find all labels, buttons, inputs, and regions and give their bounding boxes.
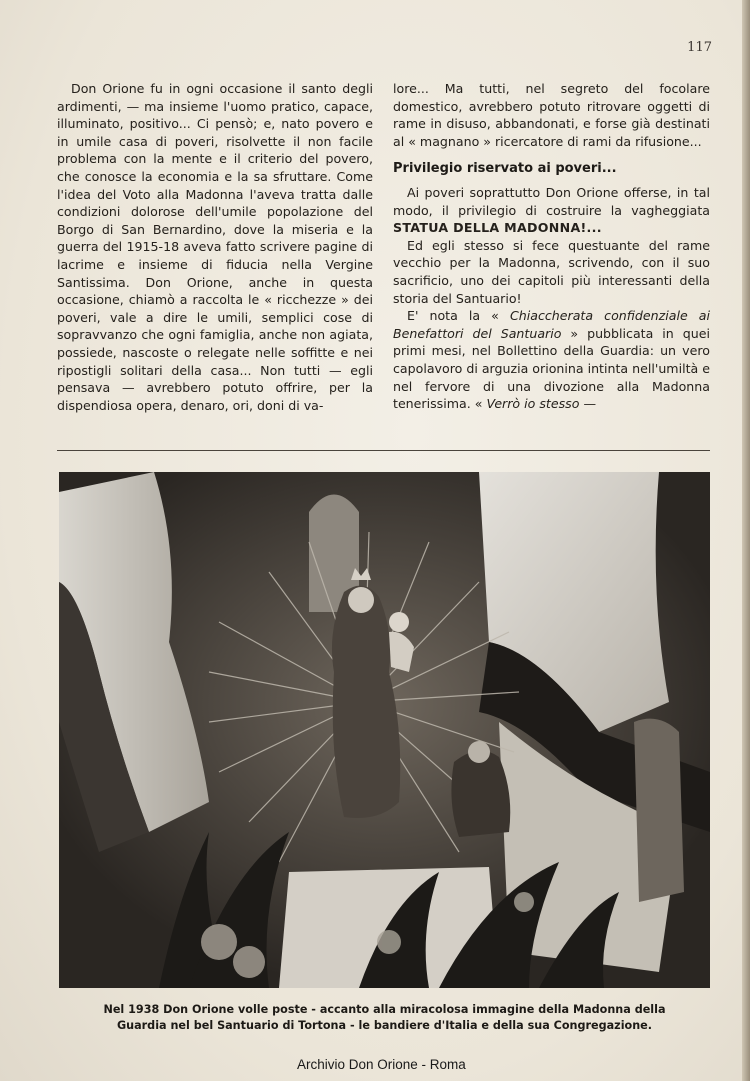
para3-text-after: » pubblicata in quei primi mesi, nel Bollettino della Guardia: un vero capolavoro di arguzia orionina intinta nell'umiltà e nel fervore di una divozione alla Madonna tenerissima. « (393, 325, 710, 412)
book-spine-edge (742, 0, 750, 1081)
photo-drawing (59, 472, 710, 988)
section-heading: Privilegio riservato ai poveri... (393, 161, 617, 177)
right-paragraph-2: Ed egli stesso si fece questuante del rame vecchio per la Madonna, scrivendo, con il suo sacrificio, uno dei capitoli più interessanti della storia del Santuario! (393, 237, 710, 306)
wall-fresco (634, 719, 684, 902)
para3-text-start: E' nota la « (407, 308, 499, 324)
archive-credit: Archivio Don Orione - Roma (297, 1057, 466, 1072)
photo-caption (59, 1002, 710, 1034)
horizontal-rule (57, 450, 710, 451)
left-paragraph: Don Orione fu in ogni occasione il santo degli ardimenti, — ma insieme l'uomo pratico, capace, illuminato, positivo... Ci pensò; e, nato povero e in umile casa di poveri, risolvette il non facile problema con la mente e il criterio del povero, che conosce la economia e la sa sfruttare. Come l'idea del Voto alla Madonna l'aveva tratta dalle condizioni dolorose dell'umile popolazione del Borgo di San Bernardino, dove la miseria e la guerra del 1915-18 aveva fatto scrivere pagine di lacrime e insieme di fiducia nella Vergine Santissima. Don Orione, anche in questa occasione, chiamò a raccolta le « ricchezze » dei poveri, vale a dire le umili, semplici cose di sopravvanzo che ogni famiglia, anche non agiata, possiede, nascoste o relegate nelle soffitte e nei ripostigli solitari della casa... Non tutti — egli pensava — avrebbero potuto offrire, per la dispendiosa opera, denaro, ori, doni di va- (57, 81, 373, 413)
photo-madonna-statue (59, 472, 710, 988)
right-continuation: lore... Ma tutti, nel segreto del focolare domestico, avrebbero potuto ritrovare oggetti di rame in disuso, abbandonati, e forse già destinati al « magnano » ricercatore di rami da rifusione... (393, 81, 710, 149)
para1-text: Ai poveri soprattutto Don Orione offerse, in tal modo, il privilegio di costruire la vagheggiata (393, 184, 710, 218)
statue-caps-text: STATUA DELLA MADONNA!... (393, 220, 602, 236)
left-column (57, 80, 373, 414)
page-number: 117 (687, 40, 712, 55)
kneeling-figure-head (468, 741, 490, 763)
child-face (389, 612, 409, 632)
para3-italic-title: Chiaccherata confidenziale ai Benefattori del Santuario (393, 308, 710, 341)
right-paragraph-3 (393, 307, 710, 413)
para3-dash: — (583, 396, 597, 412)
caption-line-2: Guardia nel bel Santuario di Tortona - le bandiere d'Italia e della sua Congregazione. (116, 1019, 653, 1032)
caption-line-1: Nel 1938 Don Orione volle poste - accanto alla miracolosa immagine della Madonna della (103, 1003, 666, 1016)
right-paragraph-1 (393, 184, 710, 237)
para3-italic-end: Verrò io stesso (486, 396, 580, 412)
right-column (393, 80, 710, 413)
madonna-face (348, 587, 374, 613)
kneeling-figure (451, 751, 510, 837)
